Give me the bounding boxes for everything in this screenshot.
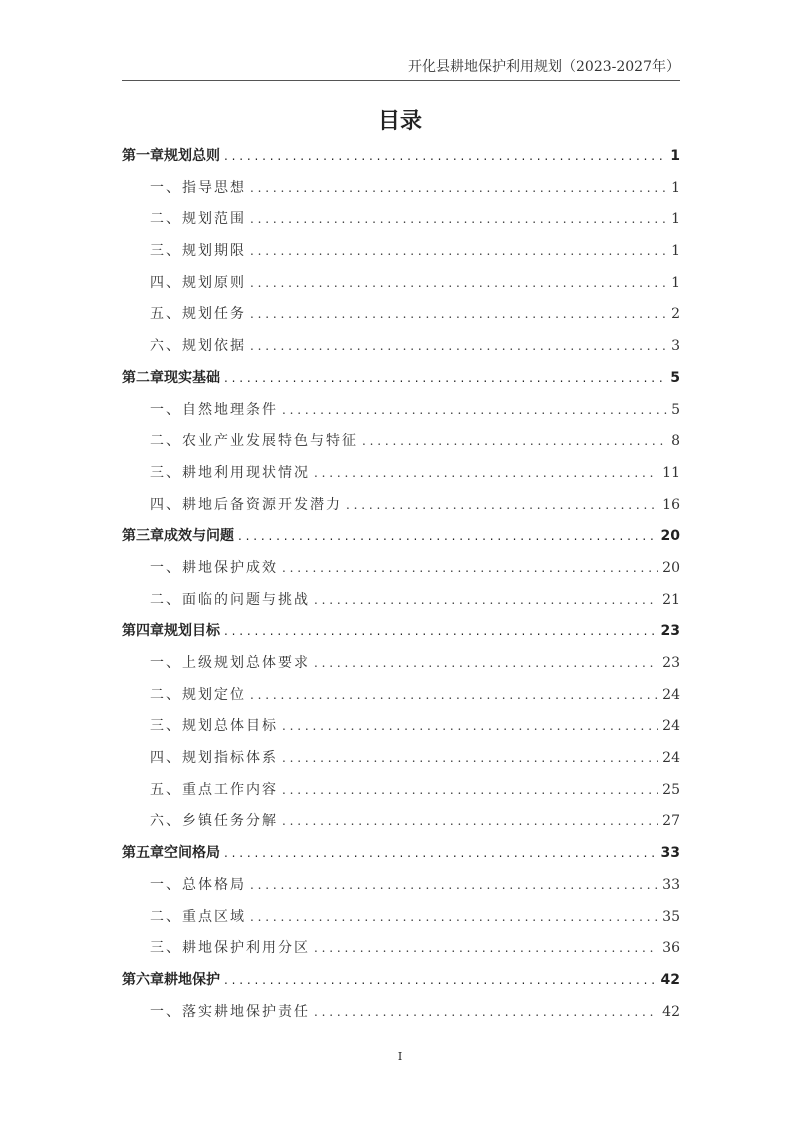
toc-entry-page: 1: [671, 211, 680, 228]
dot-leader: [282, 556, 658, 580]
toc-entry-page: 3: [671, 338, 680, 355]
toc-section-entry[interactable]: [122, 398, 680, 430]
toc-entry-page: 1: [671, 243, 680, 260]
dot-leader: [224, 968, 657, 992]
toc-entry-page: 23: [660, 623, 680, 640]
toc-entry-page: 33: [662, 876, 680, 893]
dot-leader: [224, 841, 657, 865]
toc-section-entry[interactable]: [122, 809, 680, 841]
dot-leader: [224, 366, 666, 390]
toc-entry-page: 8: [671, 433, 680, 450]
toc-entry-page: 20: [660, 528, 680, 545]
toc-entry-page: 36: [662, 940, 680, 957]
toc-entry-label: 二、规划定位: [150, 686, 246, 703]
toc-entry-page: 24: [662, 686, 680, 703]
toc-chapter-entry[interactable]: [122, 619, 680, 651]
toc-section-entry[interactable]: [122, 936, 680, 968]
toc-section-entry[interactable]: [122, 271, 680, 303]
dot-leader: [250, 207, 667, 231]
toc-section-entry[interactable]: [122, 651, 680, 683]
toc-entry-label: 一、落实耕地保护责任: [150, 1003, 310, 1020]
toc-entry-page: 5: [670, 369, 680, 386]
toc-entry-label: 三、耕地保护利用分区: [150, 940, 310, 957]
toc-entry-label: 一、指导思想: [150, 179, 246, 196]
toc-entry-label: 三、规划总体目标: [150, 718, 278, 735]
toc-entry-page: 23: [662, 655, 680, 671]
toc-entry-page: 42: [662, 1003, 680, 1020]
toc-entry-page: 16: [662, 496, 680, 513]
dot-leader: [250, 176, 667, 200]
toc-entry-label: 二、农业产业发展特色与特征: [150, 433, 358, 450]
toc-section-entry[interactable]: [122, 207, 680, 239]
toc-entry-label: 一、自然地理条件: [150, 401, 278, 418]
table-of-contents: [122, 144, 680, 1031]
toc-section-entry[interactable]: [122, 873, 680, 905]
toc-entry-label: 五、规划任务: [150, 306, 246, 323]
toc-section-entry[interactable]: [122, 905, 680, 937]
toc-entry-label: 第二章现实基础: [122, 369, 220, 386]
toc-entry-label: 三、耕地利用现状情况: [150, 464, 310, 481]
toc-entry-label: 二、面临的问题与挑战: [150, 591, 310, 608]
dot-leader: [250, 683, 658, 707]
dot-leader: [346, 493, 658, 517]
dot-leader: [282, 746, 658, 770]
toc-section-entry[interactable]: [122, 334, 680, 366]
toc-entry-page: 1: [671, 179, 680, 196]
toc-section-entry[interactable]: [122, 493, 680, 525]
toc-entry-page: 5: [671, 401, 680, 418]
toc-entry-page: 27: [662, 813, 680, 830]
dot-leader: [250, 302, 667, 326]
toc-entry-label: 第四章规划目标: [122, 623, 220, 640]
dot-leader: [224, 144, 666, 168]
toc-entry-label: 二、重点区域: [150, 908, 246, 925]
dot-leader: [362, 429, 667, 453]
toc-entry-page: 1: [670, 148, 680, 164]
toc-section-entry[interactable]: [122, 1000, 680, 1032]
toc-section-entry[interactable]: [122, 461, 680, 493]
toc-chapter-entry[interactable]: [122, 366, 680, 398]
toc-entry-label: 第五章空间格局: [122, 845, 220, 862]
toc-entry-page: 42: [660, 971, 680, 988]
dot-leader: [282, 778, 658, 802]
dot-leader: [314, 588, 658, 612]
toc-section-entry[interactable]: [122, 302, 680, 334]
dot-leader: [250, 905, 658, 929]
toc-entry-page: 33: [660, 845, 680, 862]
toc-entry-page: 35: [662, 908, 680, 925]
toc-entry-label: 第一章规划总则: [122, 148, 220, 164]
dot-leader: [250, 334, 667, 358]
toc-chapter-entry[interactable]: [122, 524, 680, 556]
toc-entry-label: 一、上级规划总体要求: [150, 655, 310, 671]
toc-entry-page: 25: [662, 781, 680, 798]
dot-leader: [238, 524, 657, 548]
toc-entry-label: 四、耕地后备资源开发潜力: [150, 496, 342, 513]
toc-entry-page: 20: [662, 559, 680, 576]
toc-entry-page: 24: [662, 750, 680, 767]
page-number: I: [397, 1050, 403, 1063]
toc-entry-label: 三、规划期限: [150, 243, 246, 260]
toc-section-entry[interactable]: [122, 176, 680, 208]
toc-entry-label: 第六章耕地保护: [122, 971, 220, 988]
dot-leader: [314, 651, 658, 675]
dot-leader: [314, 936, 658, 960]
toc-section-entry[interactable]: [122, 683, 680, 715]
toc-entry-page: 1: [671, 274, 680, 291]
toc-entry-page: 21: [662, 591, 680, 608]
toc-entry-label: 六、乡镇任务分解: [150, 813, 278, 830]
toc-section-entry[interactable]: [122, 746, 680, 778]
toc-entry-label: 二、规划范围: [150, 211, 246, 228]
toc-section-entry[interactable]: [122, 588, 680, 620]
toc-entry-page: 11: [662, 464, 680, 481]
running-header: 开化县耕地保护利用规划（2023-2027年）: [122, 56, 680, 81]
toc-chapter-entry[interactable]: [122, 841, 680, 873]
toc-entry-label: 第三章成效与问题: [122, 528, 234, 545]
dot-leader: [282, 398, 667, 422]
dot-leader: [314, 461, 658, 485]
dot-leader: [224, 619, 657, 643]
toc-section-entry[interactable]: [122, 714, 680, 746]
toc-section-entry[interactable]: [122, 778, 680, 810]
dot-leader: [250, 271, 667, 295]
toc-entry-label: 一、耕地保护成效: [150, 559, 278, 576]
dot-leader: [282, 714, 658, 738]
toc-entry-label: 四、规划指标体系: [150, 750, 278, 767]
toc-entry-label: 一、总体格局: [150, 876, 246, 893]
toc-chapter-entry[interactable]: [122, 144, 680, 176]
toc-entry-page: 24: [662, 718, 680, 735]
dot-leader: [250, 873, 658, 897]
toc-chapter-entry[interactable]: [122, 968, 680, 1000]
dot-leader: [250, 239, 667, 263]
toc-entry-label: 四、规划原则: [150, 274, 246, 291]
dot-leader: [314, 1000, 658, 1024]
page-title: 目录: [377, 109, 422, 134]
dot-leader: [282, 809, 658, 833]
toc-section-entry[interactable]: [122, 556, 680, 588]
toc-entry-label: 六、规划依据: [150, 338, 246, 355]
toc-section-entry[interactable]: [122, 429, 680, 461]
toc-section-entry[interactable]: [122, 239, 680, 271]
toc-entry-page: 2: [671, 306, 680, 323]
toc-entry-label: 五、重点工作内容: [150, 781, 278, 798]
